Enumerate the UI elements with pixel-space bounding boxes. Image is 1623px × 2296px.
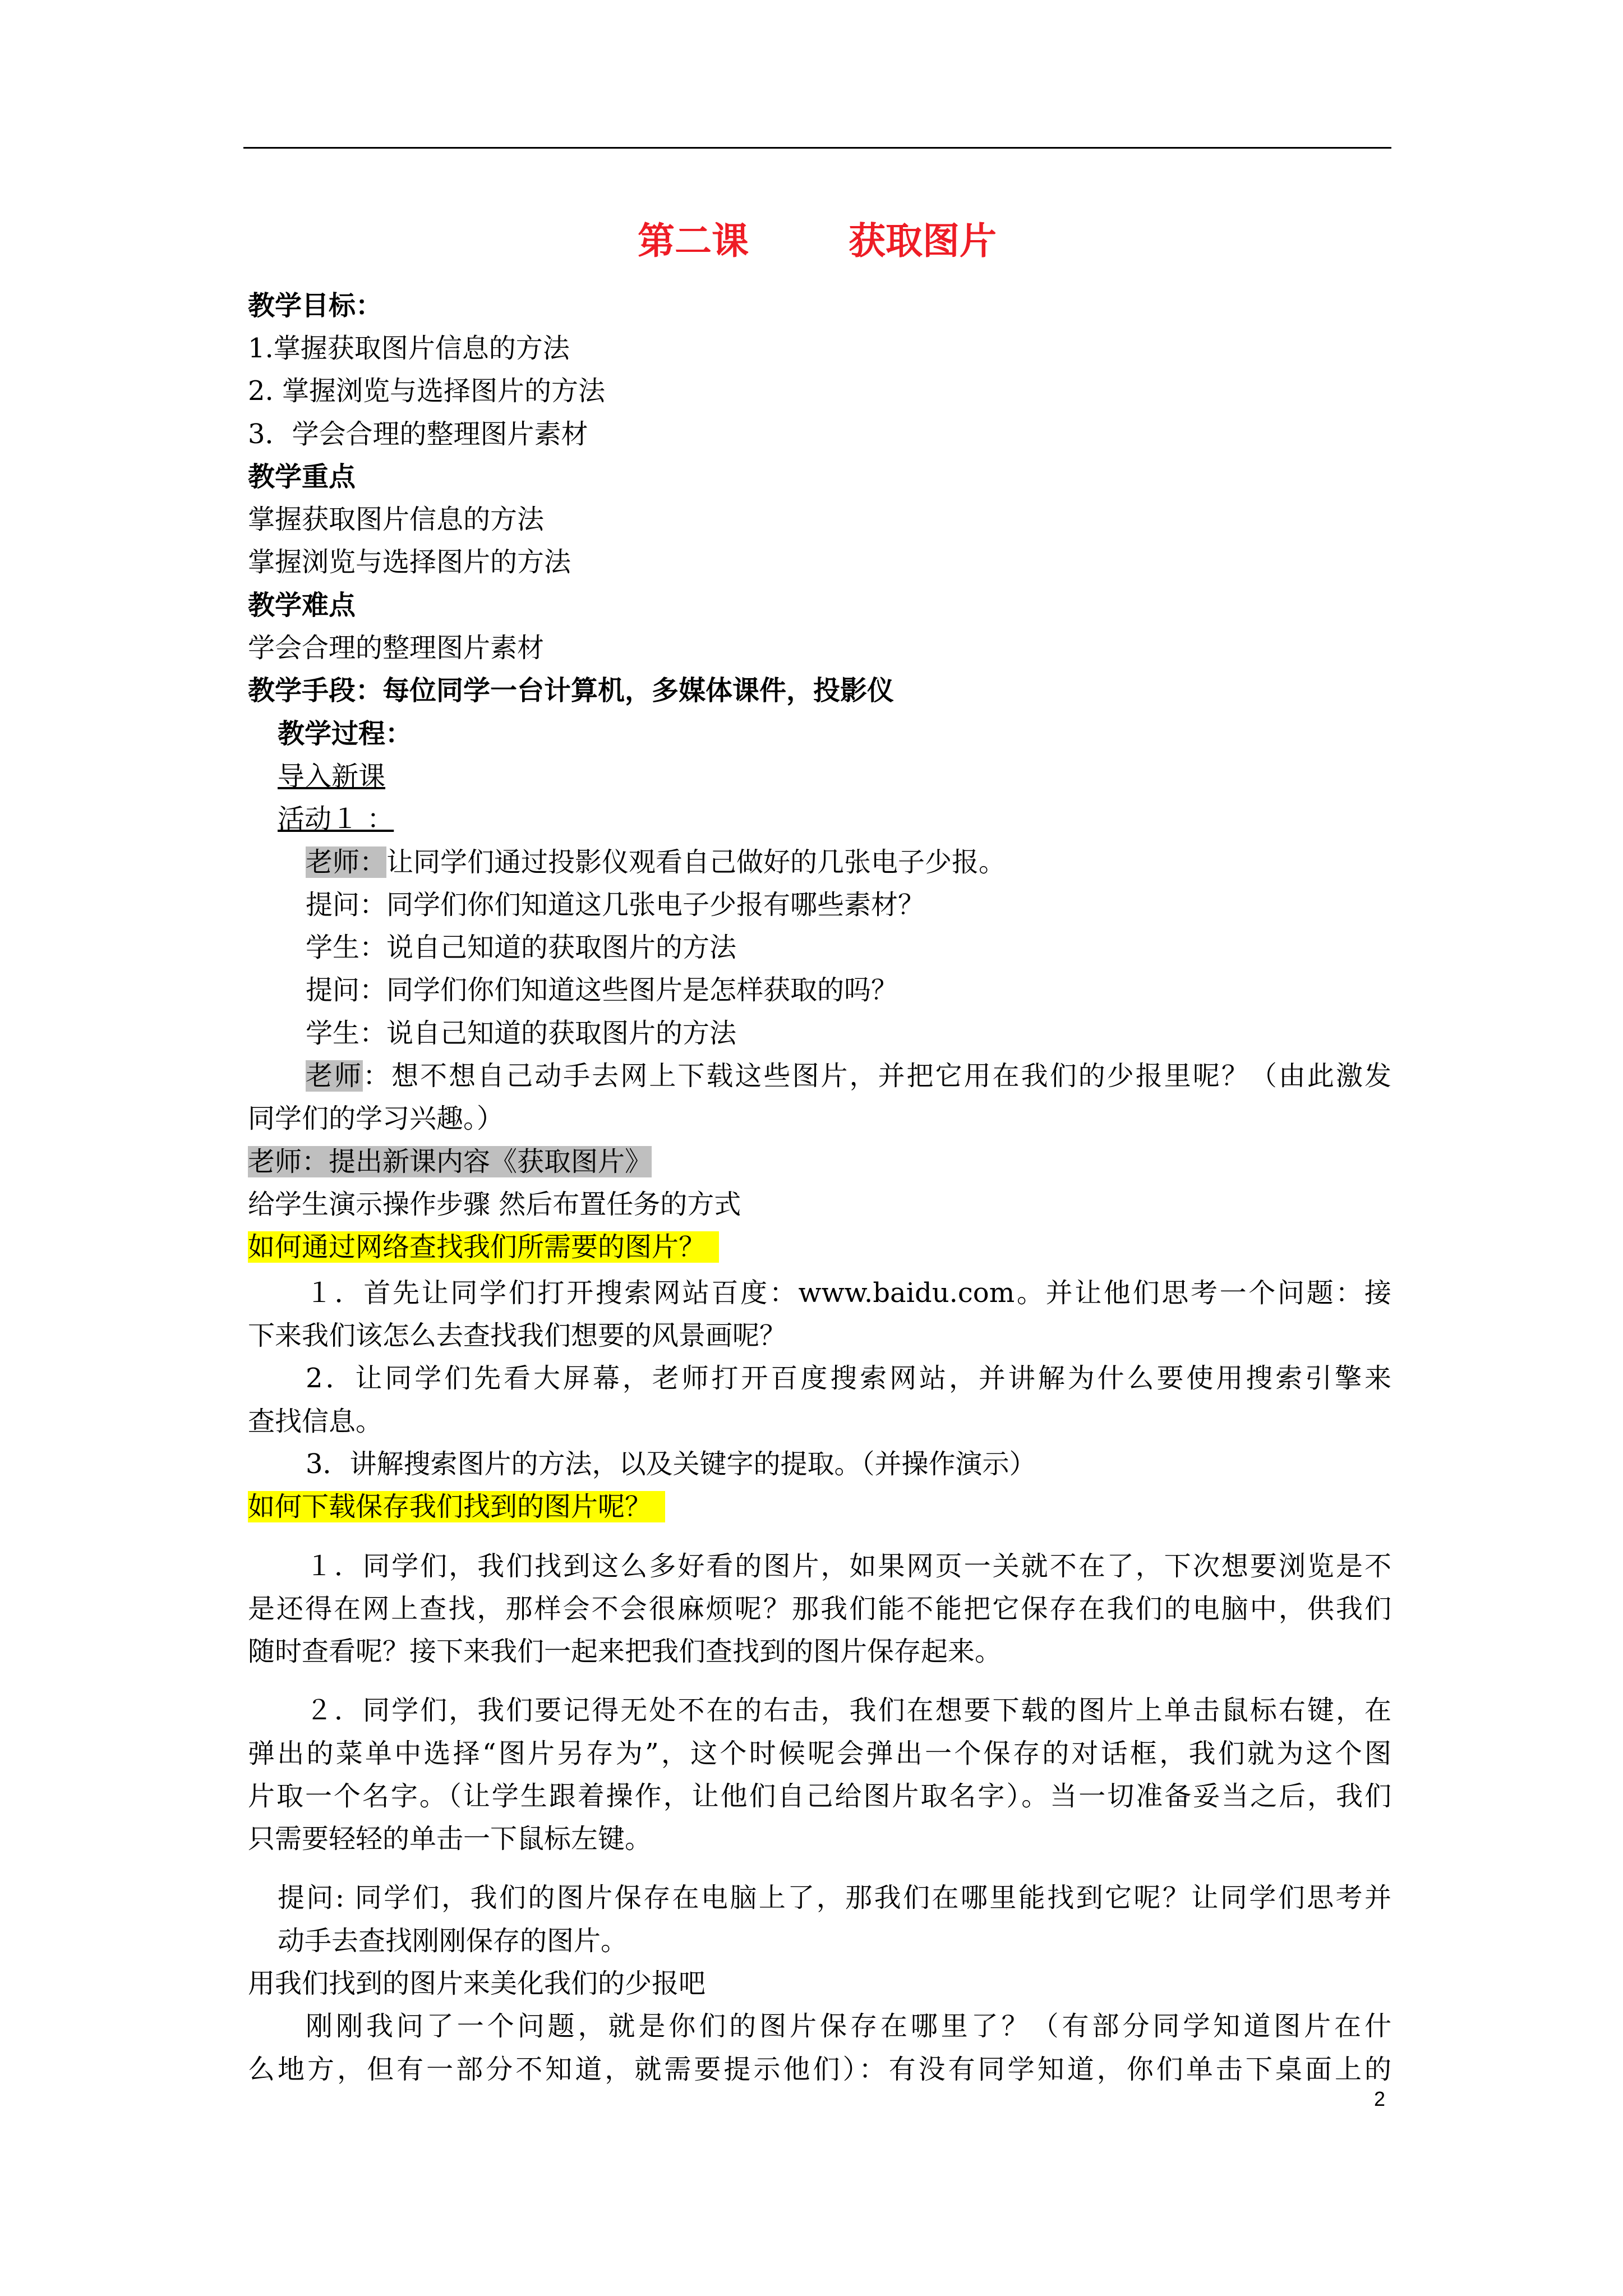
save-paragraph-line: １．同学们，我们找到这么多好看的图片，如果网页一关就不在了，下次想要浏览是不 (306, 1550, 1391, 1582)
teacher-speaker-label: 老师： (306, 846, 387, 878)
save-paragraph-line: 只需要轻轻的单击一下鼠标左键。 (248, 1823, 652, 1855)
search-step-line: 查找信息。 (248, 1406, 383, 1437)
teaching-means-label: 教学手段： (248, 675, 383, 706)
objective-item: 2. 掌握浏览与选择图片的方法 (248, 375, 606, 407)
difficulties-heading: 教学难点 (248, 590, 356, 621)
page-number: 2 (1374, 2087, 1386, 2110)
save-paragraph-line: 弹出的菜单中选择“图片另存为”，这个时候呢会弹出一个保存的对话框，我们就为这个图 (248, 1738, 1391, 1769)
teaching-means-text: 每位同学一台计算机，多媒体课件，投影仪 (382, 675, 895, 706)
beautify-paragraph-line: 么地方，但有一部分不知道，就需要提示他们）：有没有同学知道，你们单击下桌面上的 (248, 2054, 1391, 2085)
new-lesson-text: 老师：提出新课内容《获取图片》 (248, 1146, 652, 1177)
activity-label: 活动１ ： (278, 803, 394, 835)
question-line: 提问: 同学们，我们的图片保存在电脑上了，那我们在哪里能找到它呢？让同学们思考并 (278, 1882, 1391, 1913)
save-paragraph-line: 随时查看呢？接下来我们一起来把我们查找到的图片保存起来。 (248, 1636, 1002, 1667)
method-line: 给学生演示操作步骤 然后布置任务的方式 (248, 1189, 741, 1220)
teacher-speaker-label: 老师 (306, 1060, 363, 1092)
beautify-paragraph-line: 刚刚我问了一个问题，就是你们的图片保存在哪里了？（有部分同学知道图片在什 (306, 2010, 1391, 2042)
teaching-means (248, 671, 894, 710)
lesson-number: 第二课 (638, 219, 749, 263)
teacher-line-text: 让同学们通过投影仪观看自己做好的几张电子少报。 (386, 846, 1006, 878)
objective-item: 3．学会合理的整理图片素材 (248, 418, 588, 450)
search-step-line: １．首先让同学们打开搜索网站百度：www.baidu.com。并让他们思考一个问题：接 (306, 1277, 1391, 1309)
question-line: 动手去查找刚刚保存的图片。 (278, 1925, 628, 1957)
key-point-item: 掌握浏览与选择图片的方法 (248, 546, 571, 578)
dialogue-line: 学生：说自己知道的获取图片的方法 (306, 932, 737, 963)
save-section-heading (248, 1487, 665, 1526)
search-step-line: 下来我们该怎么去查找我们想要的风景画呢？ (248, 1320, 787, 1351)
intro-label: 导入新课 (278, 761, 386, 792)
intro-line (278, 757, 398, 796)
dialogue-line: 提问：同学们你们知道这些图片是怎样获取的吗？ (306, 974, 898, 1006)
objectives-heading: 教学目标： (248, 290, 383, 321)
key-points-heading: 教学重点 (248, 461, 356, 493)
header-rule (243, 147, 1391, 149)
search-step-line: 2．让同学们先看大屏幕，老师打开百度搜索网站，并讲解为什么要使用搜索引擎来 (306, 1363, 1391, 1394)
key-point-item: 掌握获取图片信息的方法 (248, 504, 545, 535)
objective-item: 1.掌握获取图片信息的方法 (248, 333, 570, 364)
beautify-section-heading: 用我们找到的图片来美化我们的少报吧 (248, 1968, 706, 1999)
search-section-heading (248, 1227, 719, 1267)
search-heading-text: 如何通过网络查找我们所需要的图片？ (248, 1231, 719, 1263)
save-paragraph-line: 片取一个名字。（让学生跟着操作，让他们自己给图片取名字）。当一切准备妥当之后，我们 (248, 1780, 1391, 1812)
teacher-line-continuation: 同学们的学习兴趣。） (248, 1103, 504, 1134)
new-lesson-line (248, 1142, 652, 1181)
dialogue-line: 学生：说自己知道的获取图片的方法 (306, 1018, 737, 1049)
lesson-topic: 获取图片 (849, 219, 997, 263)
save-paragraph-line: ２．同学们，我们要记得无处不在的右击，我们在想要下载的图片上单击鼠标右键，在 (306, 1695, 1391, 1726)
save-heading-text: 如何下载保存我们找到的图片呢？ (248, 1491, 665, 1522)
process-heading: 教学过程： (278, 718, 413, 749)
teacher-line-text: 想不想自己动手去网上下载这些图片，并把它用在我们的少报里呢？（由此激发 (391, 1060, 1391, 1092)
teacher-line-1 (306, 843, 1006, 882)
difficulty-item: 学会合理的整理图片素材 (248, 632, 545, 664)
speaker-colon: ： (363, 1060, 392, 1092)
activity-line (278, 799, 406, 839)
teacher-line-2 (306, 1056, 1391, 1096)
dialogue-line: 提问：同学们你们知道这几张电子少报有哪些素材？ (306, 889, 925, 921)
search-step-line: 3．讲解搜索图片的方法，以及关键字的提取。（并操作演示） (306, 1448, 1036, 1480)
save-paragraph-line: 是还得在网上查找，那样会不会很麻烦呢？那我们能不能把它保存在我们的电脑中，供我们 (248, 1593, 1391, 1625)
